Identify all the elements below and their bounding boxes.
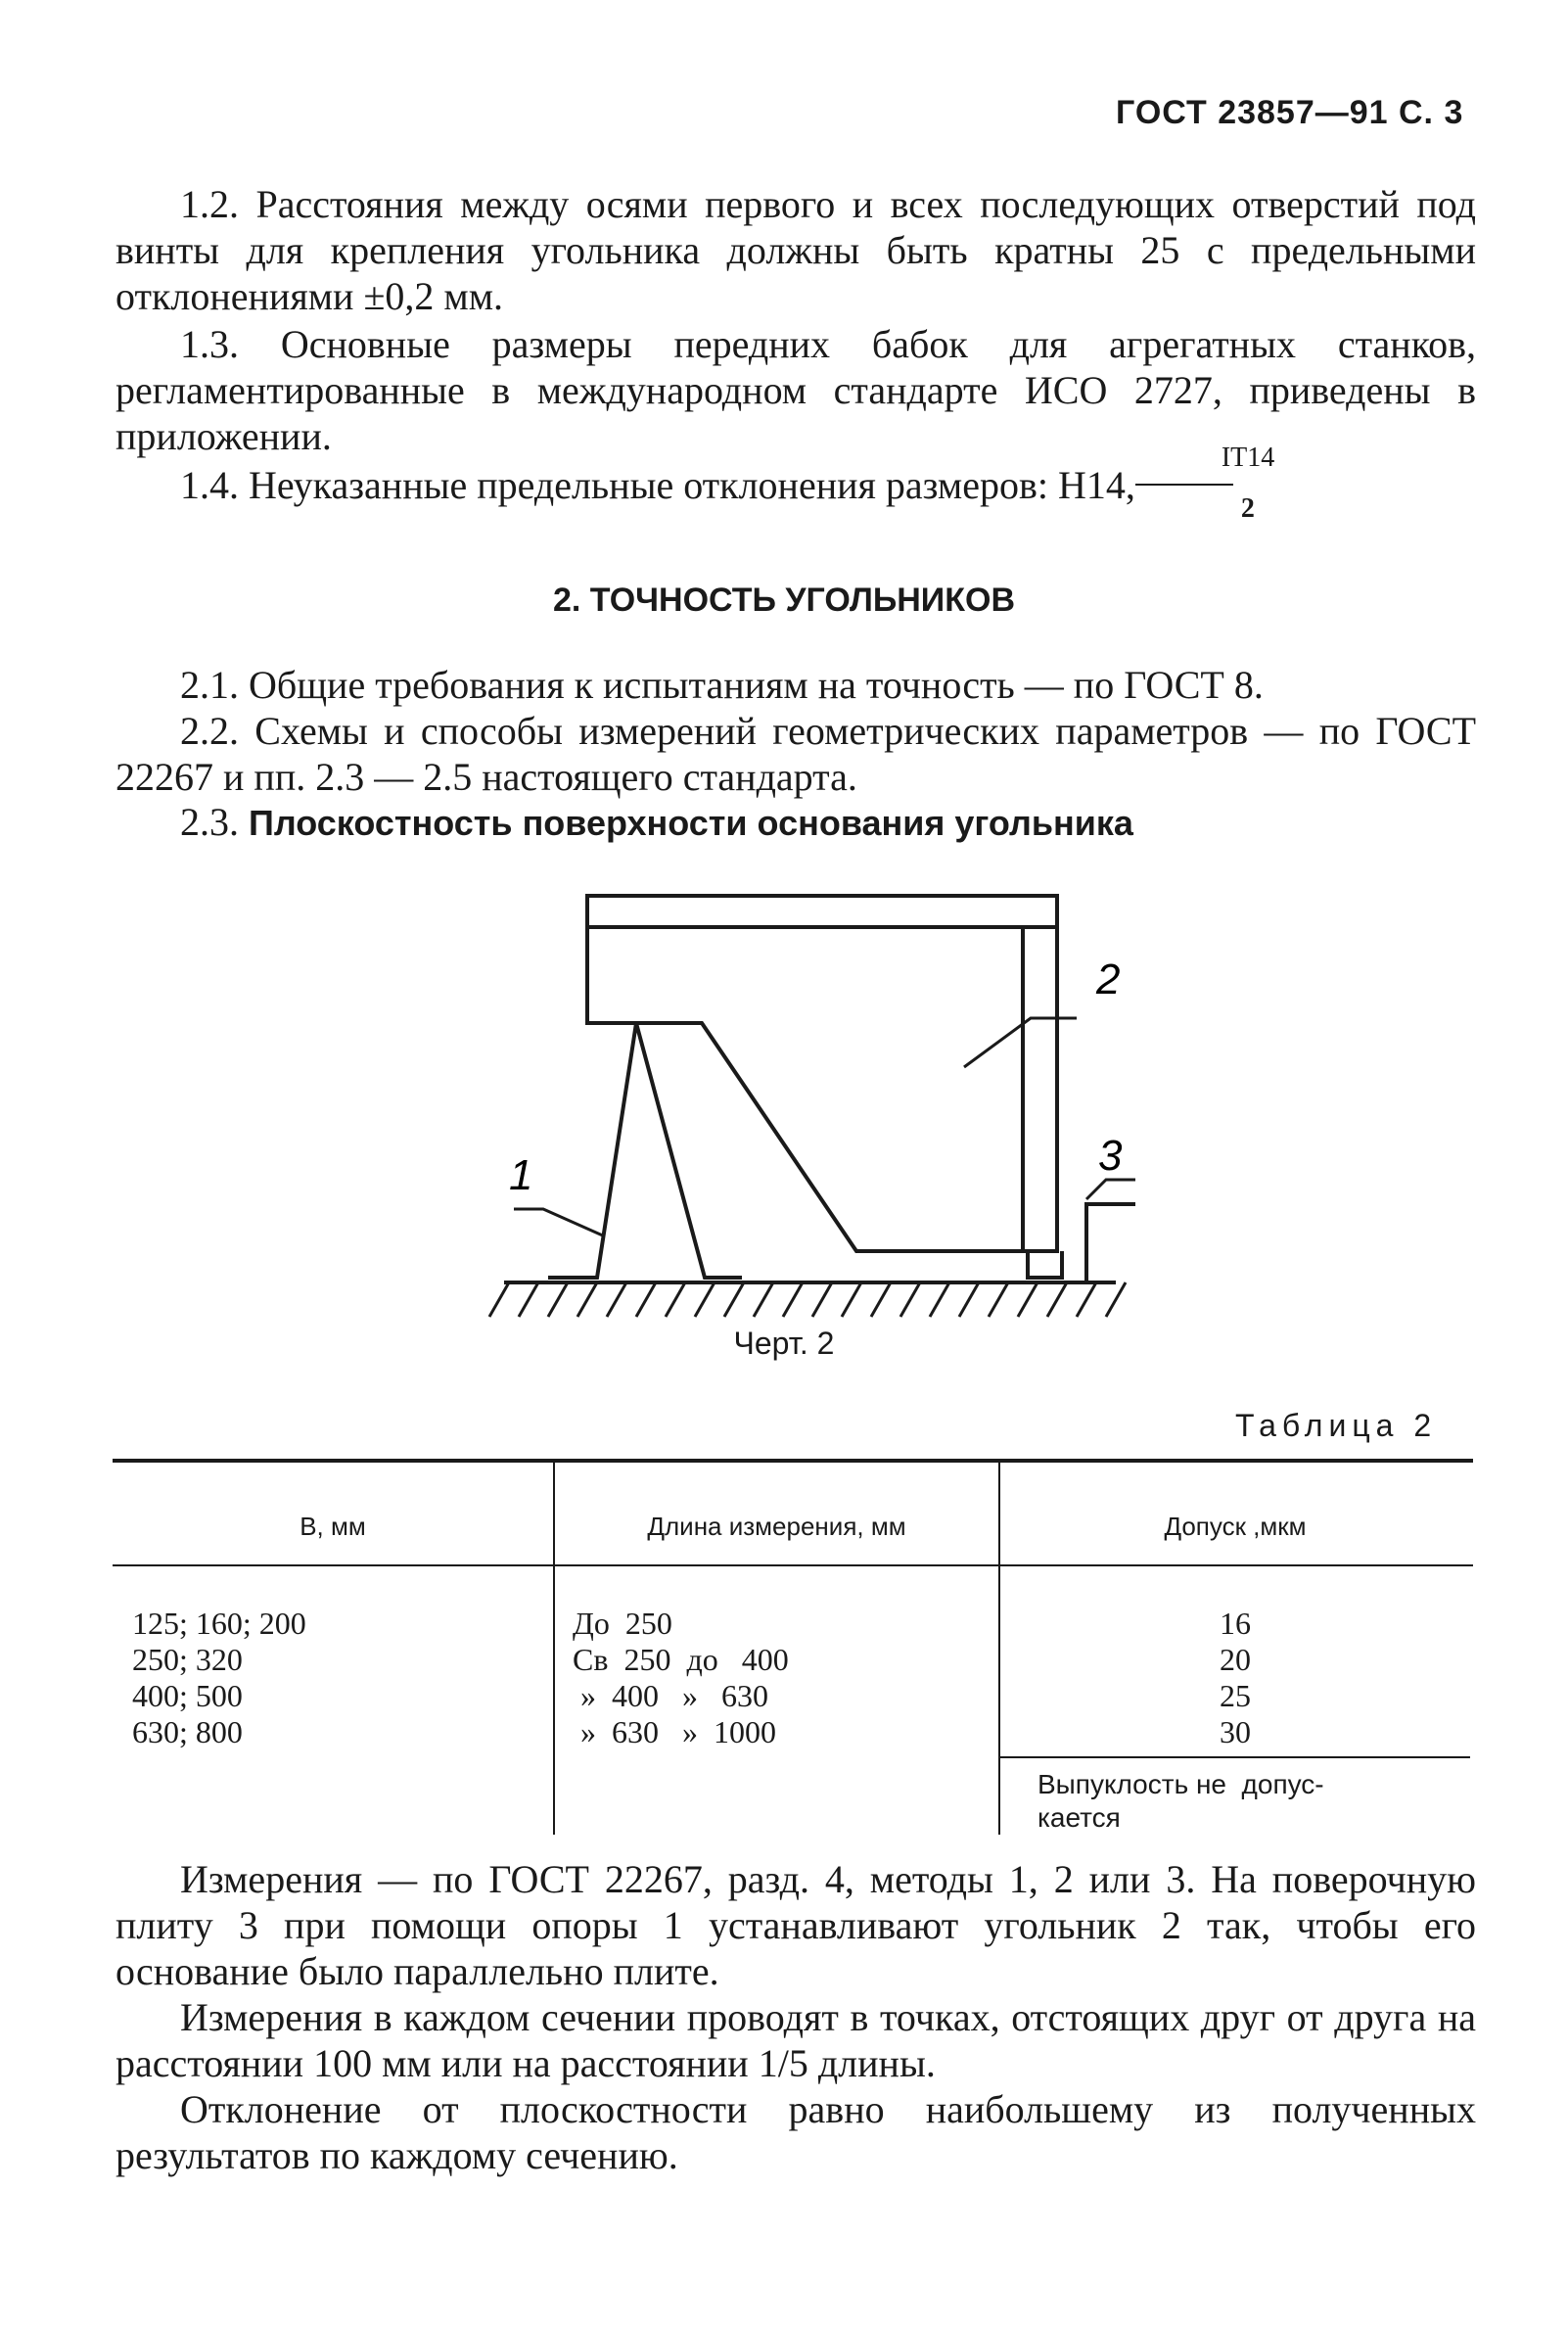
table-cell: 25 [1220, 1678, 1251, 1713]
table-label: Таблица 2 [1235, 1408, 1438, 1443]
label-1: 1 [509, 1151, 533, 1199]
plate-3-indicator [1086, 1204, 1135, 1282]
label-3: 3 [1098, 1132, 1123, 1180]
tolerance-fraction [1135, 443, 1275, 524]
table-note-line-1: Выпуклость не допус- [1038, 1769, 1324, 1799]
table-cell: 250; 320 [132, 1642, 243, 1677]
paragraph-1-3: 1.3. Основные размеры передних бабок для агрегатных станков, регламентированные в международном стандарте ИСО 2727, приведены в приложении. [115, 322, 1476, 458]
table-cell: » 400 » 630 [573, 1678, 768, 1713]
table-note-rule [1000, 1756, 1470, 1758]
leader-line-1 [514, 1209, 605, 1236]
table-cell: До 250 [573, 1606, 672, 1641]
base-plate-hatching [489, 1282, 1126, 1317]
table-header-rule [113, 1564, 1473, 1566]
paragraph-2-3-title: Плоскостность поверхности основания угольника [249, 803, 1133, 843]
table-cell: 30 [1220, 1714, 1251, 1749]
col-header-length: Длина измерения, мм [647, 1512, 906, 1541]
table-cell: 125; 160; 200 [132, 1606, 306, 1641]
paragraph-2-2: 2.2. Схемы и способы измерений геометрических параметров — по ГОСТ 22267 и пп. 2.3 — 2.5 настоящего стандарта. [115, 709, 1476, 799]
page-header: ГОСТ 23857—91 С. 3 [1116, 94, 1464, 131]
paragraph-measurements: Измерения — по ГОСТ 22267, разд. 4, методы 1, 2 или 3. На поверочную плиту 3 при помощи опоры 1 устанавливают угольник 2 так, чтобы его основание было параллельно плите. [115, 1857, 1476, 1993]
table-cell: » 630 » 1000 [573, 1714, 776, 1749]
leader-line-3 [1086, 1180, 1135, 1199]
paragraph-1-4-text: 1.4. Неуказанные предельные отклонения размеров: Н14, [180, 463, 1135, 507]
table-cell: 20 [1220, 1642, 1251, 1677]
section-title: 2. ТОЧНОСТЬ УГОЛЬНИКОВ [552, 582, 1016, 619]
figure-caption: Черт. 2 [733, 1326, 835, 1361]
paragraph-measurement-points: Измерения в каждом сечении проводят в точках, отстоящих друг от друга на расстоянии 100 мм или на расстоянии 1/5 длины. [115, 1995, 1476, 2085]
leader-line-2 [964, 1018, 1077, 1067]
table-cell: 16 [1220, 1606, 1251, 1641]
col-header-tolerance: Допуск ,мкм [1164, 1512, 1307, 1541]
col-tolerance-values [1000, 1606, 1470, 1750]
col-header-b: B, мм [300, 1512, 366, 1541]
paragraph-1-4 [115, 443, 1476, 524]
figure-drawing [470, 876, 1155, 1336]
paragraph-2-3-number: 2.3. [180, 800, 239, 844]
paragraph-deviation: Отклонение от плоскостности равно наибольшему из полученных результатов по каждому сечению. [115, 2087, 1476, 2177]
table-note [1038, 1768, 1468, 1835]
fraction-numerator: IT14 [1221, 443, 1275, 473]
angle-plate-top [587, 896, 1057, 927]
table-cell: 630; 800 [132, 1714, 243, 1749]
table-note-line-2: кается [1038, 1802, 1121, 1833]
support-leg-left [548, 1023, 636, 1278]
col-b-values [132, 1606, 306, 1750]
col-length-values [573, 1606, 789, 1750]
paragraph-2-3 [115, 799, 1476, 846]
label-2: 2 [1096, 955, 1121, 1003]
table-cell: 400; 500 [132, 1678, 243, 1713]
table-cell: Св 250 до 400 [573, 1642, 789, 1677]
paragraph-1-2: 1.2. Расстояния между осями первого и всех последующих отверстий под винты для крепления угольника должны быть кратны 25 с предельными отклонениями ±0,2 мм. [115, 182, 1476, 318]
table-top-rule [113, 1459, 1473, 1463]
angle-plate-foot [1028, 1251, 1062, 1278]
angle-plate-body [587, 927, 1057, 1251]
fraction-denominator: 2 [1240, 493, 1255, 524]
paragraph-2-1: 2.1. Общие требования к испытаниям на точность — по ГОСТ 8. [180, 663, 1264, 707]
